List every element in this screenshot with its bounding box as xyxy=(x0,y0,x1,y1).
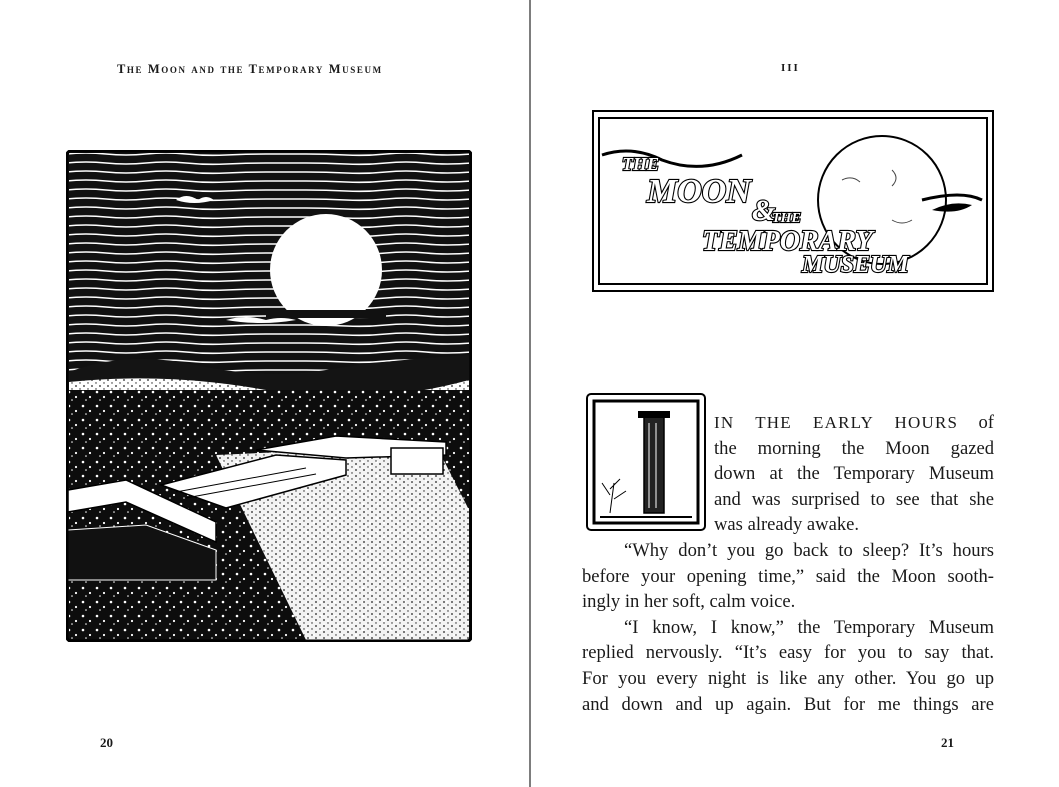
running-head: The Moon and the Temporary Museum xyxy=(117,62,383,76)
text-line: ingly in her soft, calm voice. xyxy=(582,591,796,613)
banner-word: & xyxy=(752,194,776,227)
opening-small-caps: IN THE EARLY HOURS xyxy=(714,413,959,432)
text-line: and down and up again. But for me things are xyxy=(582,693,994,715)
page-number: 21 xyxy=(941,735,954,750)
text-line: “I know, I know,” the Temporary Museum xyxy=(624,616,994,638)
moon xyxy=(270,214,382,326)
banner-word: THE xyxy=(772,211,801,226)
right-page xyxy=(531,0,1059,787)
chapter-title-banner xyxy=(592,110,994,292)
text-line: down at the Temporary Museum xyxy=(714,463,994,485)
chapter-body xyxy=(582,410,994,717)
text-line: the morning the Moon gazed xyxy=(714,437,994,459)
text-line: replied nervously. “It’s easy for you to say that. xyxy=(582,642,994,664)
text-line: was already awake. xyxy=(714,514,860,536)
text-line: before your opening time,” said the Moon sooth- xyxy=(582,565,994,587)
banner-word: MUSEUM xyxy=(802,252,909,278)
moon-over-museum-illustration xyxy=(66,150,472,642)
page-number: 20 xyxy=(100,735,113,750)
left-page xyxy=(0,0,529,787)
text-line: and was surprised to see that she xyxy=(714,488,994,510)
text-line: “Why don’t you go back to sleep? It’s hours xyxy=(624,539,994,561)
text-line: IN THE EARLY HOURS of xyxy=(714,412,994,433)
banner-word: TEMPORARY xyxy=(702,226,873,257)
text-line: For you every night is like any other. You go up xyxy=(582,667,994,689)
banner-word: MOON xyxy=(647,173,751,210)
sky-hatching xyxy=(69,153,469,378)
chapter-number: III xyxy=(781,62,800,74)
banner-word: THE xyxy=(622,154,660,174)
